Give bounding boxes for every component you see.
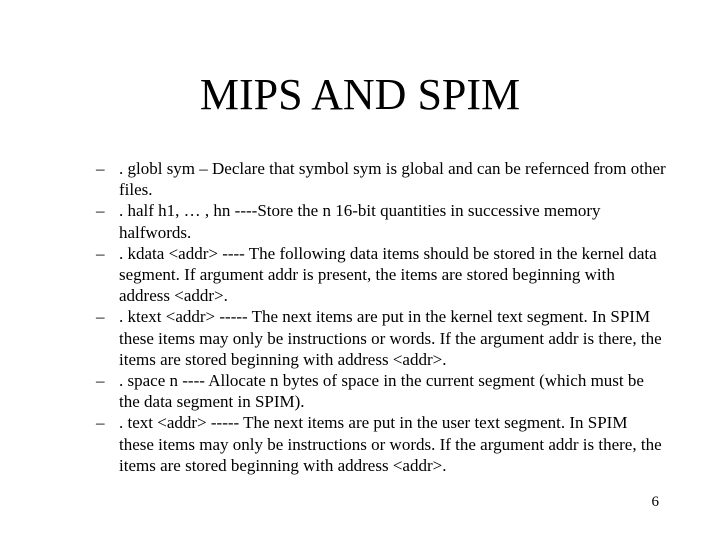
bullet-item <box>96 412 666 476</box>
bullet-text: . half h1, … , hn ----Store the n 16-bit quantities in successive memory halfwords. <box>119 201 601 242</box>
bullet-item <box>96 158 666 200</box>
bullet-text: . space n ---- Allocate n bytes of space in the current segment (which must be the data segment in SPIM). <box>119 371 644 412</box>
bullet-dash: – <box>96 307 105 327</box>
bullet-text: . kdata <addr> ---- The following data items should be stored in the kernel data segment. If argument addr is present, the items are stored beginning with address <addr>. <box>119 243 657 306</box>
bullet-dash: – <box>96 413 105 433</box>
bullet-dash: – <box>96 243 105 263</box>
bullet-dash: – <box>96 371 105 391</box>
bullet-text: . ktext <addr> ----- The next items are put in the kernel text segment. In SPIM these items may only be instructions or words. If the argument addr is there, the items are stored beginning with address <addr>. <box>119 307 662 369</box>
bullet-item <box>96 200 666 242</box>
bullet-item <box>96 370 666 412</box>
bullet-item <box>96 243 666 307</box>
bullet-dash: – <box>96 159 105 178</box>
slide-title: MIPS AND SPIM <box>199 70 521 119</box>
bullet-text: . globl sym – Declare that symbol sym is global and can be refernced from other files. <box>119 159 666 200</box>
bullet-dash: – <box>96 201 105 221</box>
bullet-text: . text <addr> ----- The next items are put in the user text segment. In SPIM these items may only be instructions or words. If the argument addr is there, the items are stored beginning with address <addr>. <box>119 413 662 475</box>
bullet-item <box>96 306 666 370</box>
page-number: 6 <box>651 494 659 510</box>
bullet-list <box>96 158 666 476</box>
